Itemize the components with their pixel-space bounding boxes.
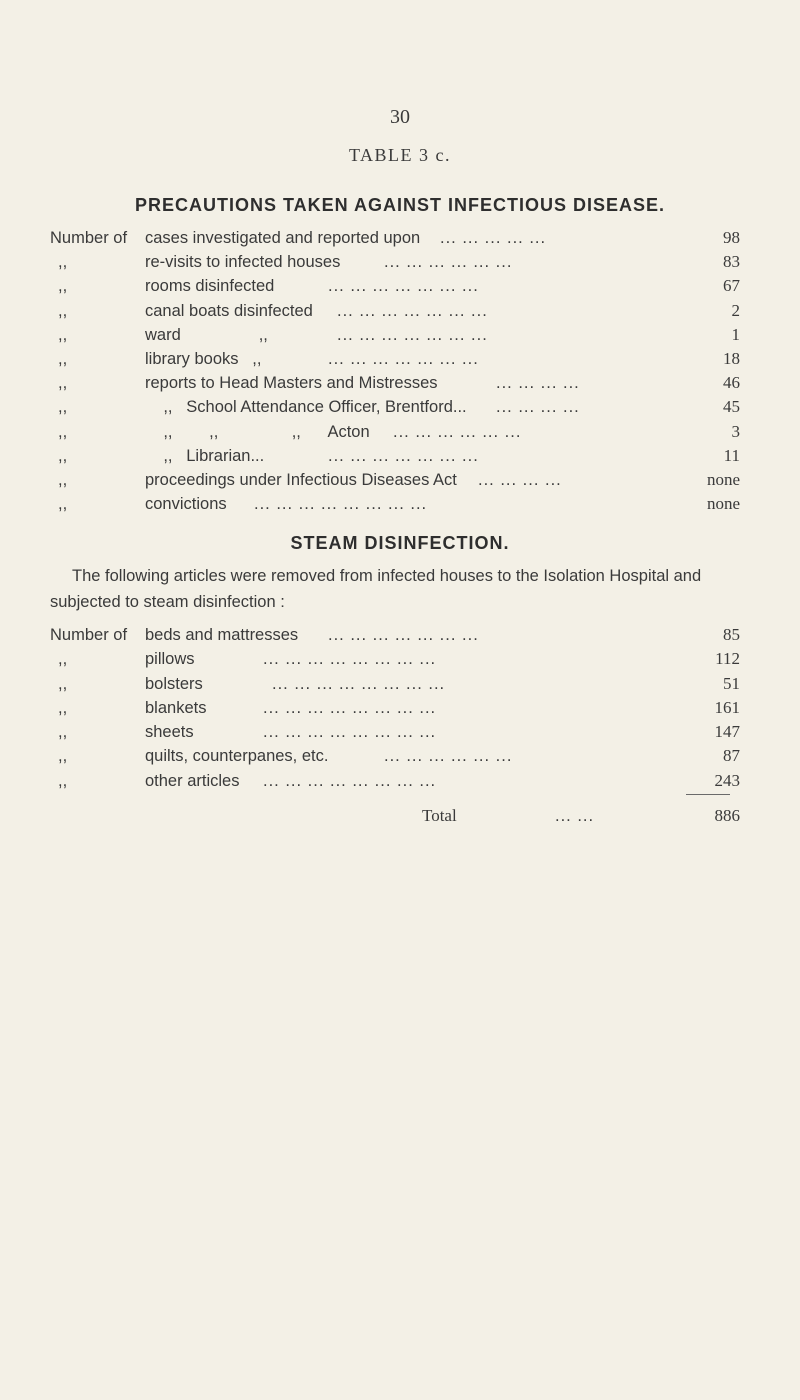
row-value: 243 bbox=[714, 770, 740, 790]
row-value: 1 bbox=[731, 324, 740, 344]
table-row bbox=[50, 647, 740, 671]
leader-dots: ... ... ... ... ... ... ... ... bbox=[254, 495, 428, 514]
leader-dots: ... ... ... ... ... ... ... ... bbox=[272, 674, 446, 693]
row-value: 98 bbox=[723, 228, 740, 247]
row-value: 18 bbox=[723, 348, 740, 368]
leader-dots: ... ... ... ... ... ... ... ... bbox=[263, 723, 437, 742]
total-rule bbox=[686, 794, 730, 795]
row-value: 3 bbox=[731, 421, 740, 441]
table-row bbox=[50, 769, 740, 793]
row-value: 2 bbox=[731, 300, 740, 320]
table-row bbox=[50, 274, 740, 298]
precautions-list bbox=[50, 226, 740, 516]
row-label: sheets bbox=[145, 723, 194, 742]
row-ditto-mark: ,, bbox=[58, 398, 68, 417]
steam-intro-paragraph: The following articles were removed from infected houses to the Isolation Hospital and subjected to steam disinfection : bbox=[50, 567, 702, 611]
row-label: convictions bbox=[145, 495, 227, 514]
row-ditto-mark: ,, bbox=[58, 446, 68, 465]
total-value: 886 bbox=[714, 806, 740, 825]
row-label: proceedings under Infectious Diseases Act bbox=[145, 470, 457, 489]
row-prefix: Number of bbox=[50, 626, 128, 644]
table-row bbox=[50, 720, 740, 744]
row-ditto-mark: ,, bbox=[58, 301, 68, 320]
section-heading-precautions: PRECAUTIONS TAKEN AGAINST INFECTIOUS DISEASE. bbox=[134, 195, 666, 215]
leader-dots: ... ... ... ... bbox=[496, 374, 580, 393]
page-number: 30 bbox=[390, 106, 410, 128]
table-row bbox=[50, 744, 740, 768]
total-leader-dots: ... ... bbox=[555, 807, 595, 825]
leader-dots: ... ... ... ... ... ... bbox=[384, 747, 513, 766]
row-label: pillows bbox=[145, 650, 195, 669]
row-value: none bbox=[706, 469, 740, 489]
leader-dots: ... ... ... ... ... bbox=[440, 229, 547, 247]
row-value: 45 bbox=[723, 397, 740, 417]
row-ditto-mark: ,, bbox=[58, 422, 68, 441]
row-label: reports to Head Masters and Mistresses bbox=[145, 374, 438, 393]
row-ditto-mark: ,, bbox=[58, 495, 68, 514]
row-value: 11 bbox=[723, 445, 740, 465]
steam-list bbox=[50, 623, 740, 793]
row-ditto-mark: ,, bbox=[58, 325, 68, 344]
leader-dots: ... ... ... ... ... ... ... bbox=[328, 277, 479, 296]
row-value: 67 bbox=[723, 276, 740, 296]
row-label: library books ,, bbox=[145, 349, 262, 368]
row-value: 147 bbox=[714, 722, 740, 742]
row-label: beds and mattresses bbox=[145, 626, 299, 644]
table-row bbox=[50, 696, 740, 720]
row-value: 85 bbox=[723, 625, 740, 644]
leader-dots: ... ... ... ... ... ... ... bbox=[328, 349, 479, 368]
row-ditto-mark: ,, bbox=[58, 723, 68, 742]
leader-dots: ... ... ... ... ... ... ... ... bbox=[263, 698, 437, 717]
row-label: other articles bbox=[145, 771, 240, 790]
row-label: re-visits to infected houses bbox=[145, 253, 341, 272]
row-label: ,, Librarian... bbox=[145, 446, 265, 465]
row-value: 87 bbox=[723, 746, 740, 766]
leader-dots: ... ... ... ... bbox=[478, 470, 562, 489]
row-label: ward ,, bbox=[145, 325, 268, 344]
row-ditto-mark: ,, bbox=[58, 349, 68, 368]
row-value: none bbox=[706, 494, 740, 514]
leader-dots: ... ... ... ... ... ... ... bbox=[337, 301, 488, 320]
table-label: TABLE 3 c. bbox=[348, 145, 452, 165]
row-ditto-mark: ,, bbox=[58, 470, 68, 489]
table-row bbox=[50, 420, 740, 444]
row-value: 83 bbox=[723, 252, 740, 272]
row-label: blankets bbox=[145, 698, 207, 717]
table-row bbox=[50, 226, 740, 250]
table-row bbox=[50, 371, 740, 395]
row-label: rooms disinfected bbox=[145, 277, 275, 296]
leader-dots: ... ... ... ... ... ... ... ... bbox=[263, 771, 437, 790]
table-row bbox=[50, 672, 740, 696]
row-label: canal boats disinfected bbox=[145, 301, 313, 320]
leader-dots: ... ... ... ... ... ... ... bbox=[337, 325, 488, 344]
row-value: 161 bbox=[714, 697, 740, 717]
row-value: 51 bbox=[723, 673, 740, 693]
row-label: cases investigated and reported upon bbox=[145, 229, 421, 247]
table-row bbox=[50, 347, 740, 371]
table-row bbox=[50, 444, 740, 468]
table-row bbox=[50, 492, 740, 516]
row-ditto-mark: ,, bbox=[58, 698, 68, 717]
table-row bbox=[50, 395, 740, 419]
leader-dots: ... ... ... ... bbox=[496, 398, 580, 417]
leader-dots: ... ... ... ... ... ... ... bbox=[328, 446, 479, 465]
row-ditto-mark: ,, bbox=[58, 374, 68, 393]
table-row bbox=[50, 250, 740, 274]
table-row bbox=[50, 299, 740, 323]
section-heading-steam: STEAM DISINFECTION. bbox=[290, 533, 510, 553]
table-row bbox=[50, 623, 740, 647]
leader-dots: ... ... ... ... ... ... bbox=[384, 253, 513, 272]
row-ditto-mark: ,, bbox=[58, 277, 68, 296]
total-row bbox=[50, 804, 740, 828]
leader-dots: ... ... ... ... ... ... ... bbox=[328, 626, 479, 644]
row-ditto-mark: ,, bbox=[58, 650, 68, 669]
table-row bbox=[50, 323, 740, 347]
row-ditto-mark: ,, bbox=[58, 747, 68, 766]
row-label: ,, ,, ,, Acton bbox=[145, 422, 370, 441]
row-prefix: Number of bbox=[50, 229, 128, 247]
row-label: ,, School Attendance Officer, Brentford... bbox=[145, 398, 467, 417]
row-ditto-mark: ,, bbox=[58, 674, 68, 693]
row-value: 112 bbox=[715, 649, 740, 669]
row-label: quilts, counterpanes, etc. bbox=[145, 747, 329, 766]
row-value: 46 bbox=[723, 373, 740, 393]
leader-dots: ... ... ... ... ... ... bbox=[393, 422, 522, 441]
leader-dots: ... ... ... ... ... ... ... ... bbox=[263, 650, 437, 669]
row-ditto-mark: ,, bbox=[58, 771, 68, 790]
row-label: bolsters bbox=[145, 674, 203, 693]
total-label: Total bbox=[422, 806, 457, 825]
table-row bbox=[50, 468, 740, 492]
row-ditto-mark: ,, bbox=[58, 253, 68, 272]
